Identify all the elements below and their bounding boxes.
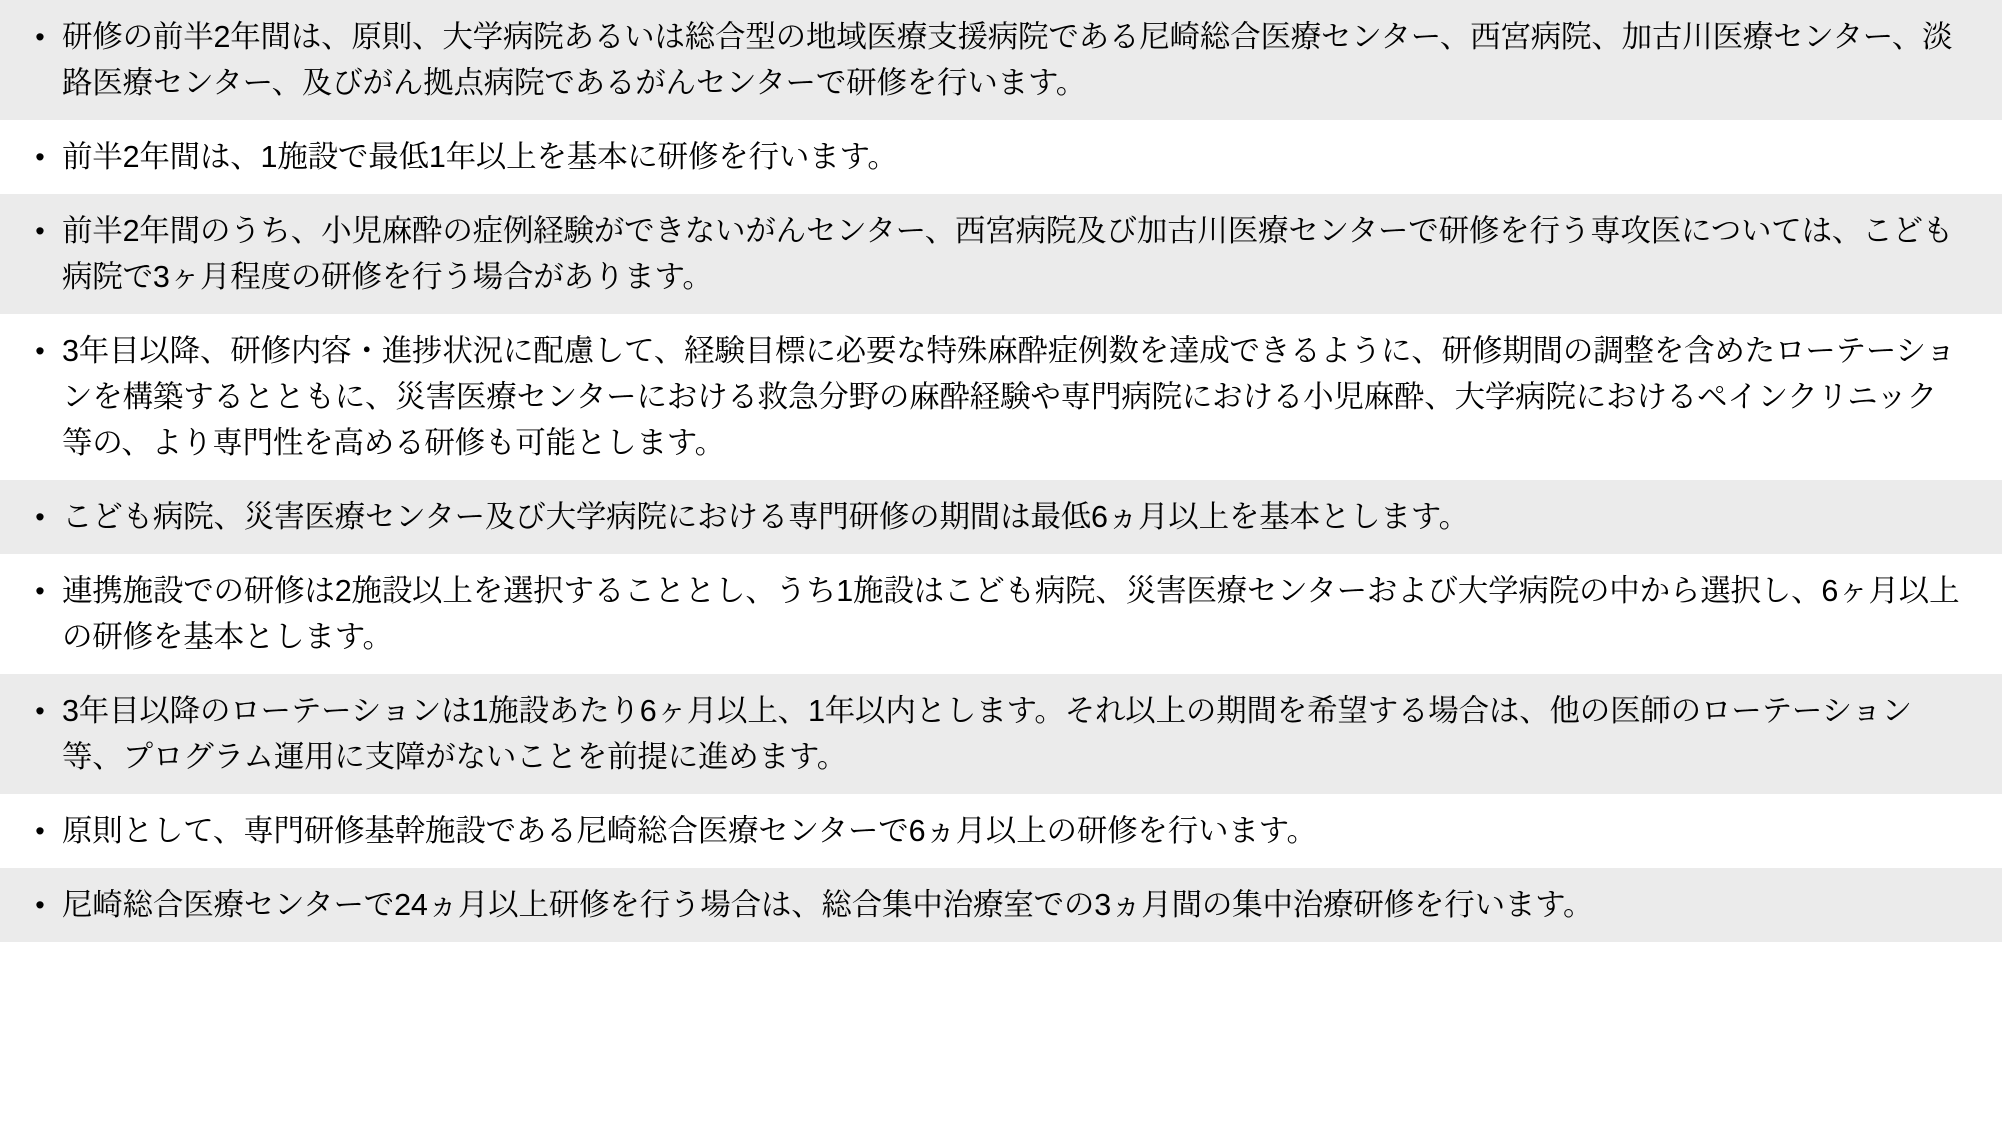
bullet-marker-icon: • (35, 336, 45, 366)
list-item-text: 連携施設での研修は2施設以上を選択することとし、うち1施設はこども病院、災害医療センターおよび大学病院の中から選択し、6ヶ月以上の研修を基本とします。 (62, 574, 1960, 654)
list-item (0, 0, 2002, 120)
list-item-text: こども病院、災害医療センター及び大学病院における専門研修の期間は最低6ヵ月以上を基本とします。 (62, 500, 1469, 534)
list-item-text: 研修の前半2年間は、原則、大学病院あるいは総合型の地域医療支援病院である尼崎総合医療センター、西宮病院、加古川医療センター、淡路医療センター、及びがん拠点病院であるがんセンターで研修を行います。 (62, 20, 1953, 100)
list-item-text: 3年目以降、研修内容・進捗状況に配慮して、経験目標に必要な特殊麻酔症例数を達成できるように、研修期間の調整を含めたローテーションを構築するとともに、災害医療センターにおける救急分野の麻酔経験や専門病院における小児麻酔、大学病院におけるペインクリニック等の、より専門性を高める研修も可能とします。 (62, 334, 1956, 460)
bullet-marker-icon: • (35, 502, 45, 532)
bullet-marker-icon: • (35, 22, 45, 52)
bullet-marker-icon: • (35, 216, 45, 246)
list-item-text: 原則として、専門研修基幹施設である尼崎総合医療センターで6ヵ月以上の研修を行います。 (62, 814, 1317, 848)
bullet-marker-icon: • (35, 576, 45, 606)
list-item-text: 3年目以降のローテーションは1施設あたり6ヶ月以上、1年以内とします。それ以上の期間を希望する場合は、他の医師のローテーション等、プログラム運用に支障がないことを前提に進めます。 (62, 694, 1912, 774)
list-item-text: 尼崎総合医療センターで24ヵ月以上研修を行う場合は、総合集中治療室での3ヵ月間の集中治療研修を行います。 (62, 888, 1594, 922)
list-item-text: 前半2年間は、1施設で最低1年以上を基本に研修を行います。 (62, 140, 898, 174)
list-item (0, 868, 2002, 942)
list-item-text: 前半2年間のうち、小児麻酔の症例経験ができないがんセンター、西宮病院及び加古川医療センターで研修を行う専攻医については、こども病院で3ヶ月程度の研修を行う場合があります。 (62, 214, 1954, 294)
list-item (0, 554, 2002, 674)
list-item (0, 194, 2002, 314)
bullet-marker-icon: • (35, 142, 45, 172)
bullet-marker-icon: • (35, 816, 45, 846)
bullet-marker-icon: • (35, 696, 45, 726)
list-item (0, 674, 2002, 794)
list-item (0, 480, 2002, 554)
list-item (0, 314, 2002, 480)
list-item (0, 120, 2002, 194)
list-item (0, 794, 2002, 868)
bullet-marker-icon: • (35, 890, 45, 920)
